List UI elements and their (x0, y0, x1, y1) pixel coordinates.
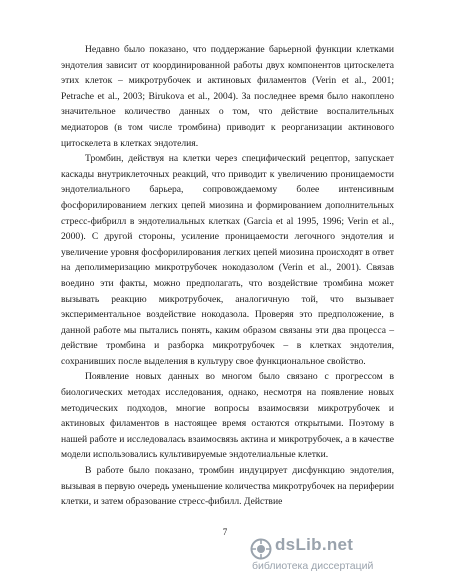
watermark (250, 535, 440, 576)
dslib-logo-icon (250, 538, 272, 560)
paragraph-2: Тромбин, действуя на клетки через специфический рецептор, запускает каскады внутриклеточных реакций, что приводит к увеличению проницаемости эндотелиального барьера, сопровождаемому более интенсивным фосфорилированием легких цепей миозина и формированием дополнительных стресс-фибрилл в эндотелиальных клетках (Garcia et al 1995, 1996; Verin et al., 2000). С другой стороны, усиление проницаемости легочного эндотелия и увеличение уровня фосфорилирования легких цепей миозина происходят в ответ на деполимеризацию микротрубочек нокодазолом (Verin et al., 2001). Связав воедино эти факты, можно предполагать, что воздействие тромбина может вызывать реакцию микротрубочек, аналогичную той, что вызывает экспериментальное воздействие нокодазола. Проверяя это предположение, в данной работе мы пытались понять, каким образом связаны эти два процесса – действие тромбина и разборка микротрубочек – в клетках эндотелия, сохранивших после выделения в культуру свое функциональное свойство. (61, 153, 394, 367)
body-text (61, 42, 394, 510)
page-number: 7 (222, 527, 228, 537)
paragraph-1: Недавно было показано, что поддержание барьерной функции клетками эндотелия зависит от координированной работы двух компонентов цитоскелета этих клеток – микротрубочек и актиновых филаментов (Verin et al., 2001; Petrache et al., 2003; Birukova et al., 2004). За последнее время было накоплено значительное количество данных о том, что действие воспалительных медиаторов (в том числе тромбина) приводит к реорганизации актинового цитоскелета в клетках эндотелия. (61, 44, 394, 149)
watermark-subtitle: библиотека диссертаций (252, 560, 374, 572)
paragraph-4: В работе было показано, тромбин индуцирует дисфункцию эндотелия, вызывая в первую очередь уменьшение количества микротрубочек на периферии клетки, и затем образование стресс-фибилл. Действие (61, 465, 394, 508)
paragraph-3: Появление новых данных во многом было связано с прогрессом в биологических методах исследования, однако, несмотря на появление новых методических подходов, многие вопросы взаимосвязи микротрубочек и актиновых филаментов в настоящее время остаются открытыми. Поэтому в нашей работе и исследовалась взаимосвязь актина и микротрубочек, а в качестве модели использовались культивируемые эндотелиальные клетки. (61, 371, 394, 461)
watermark-title: dsLib.net (275, 535, 354, 554)
